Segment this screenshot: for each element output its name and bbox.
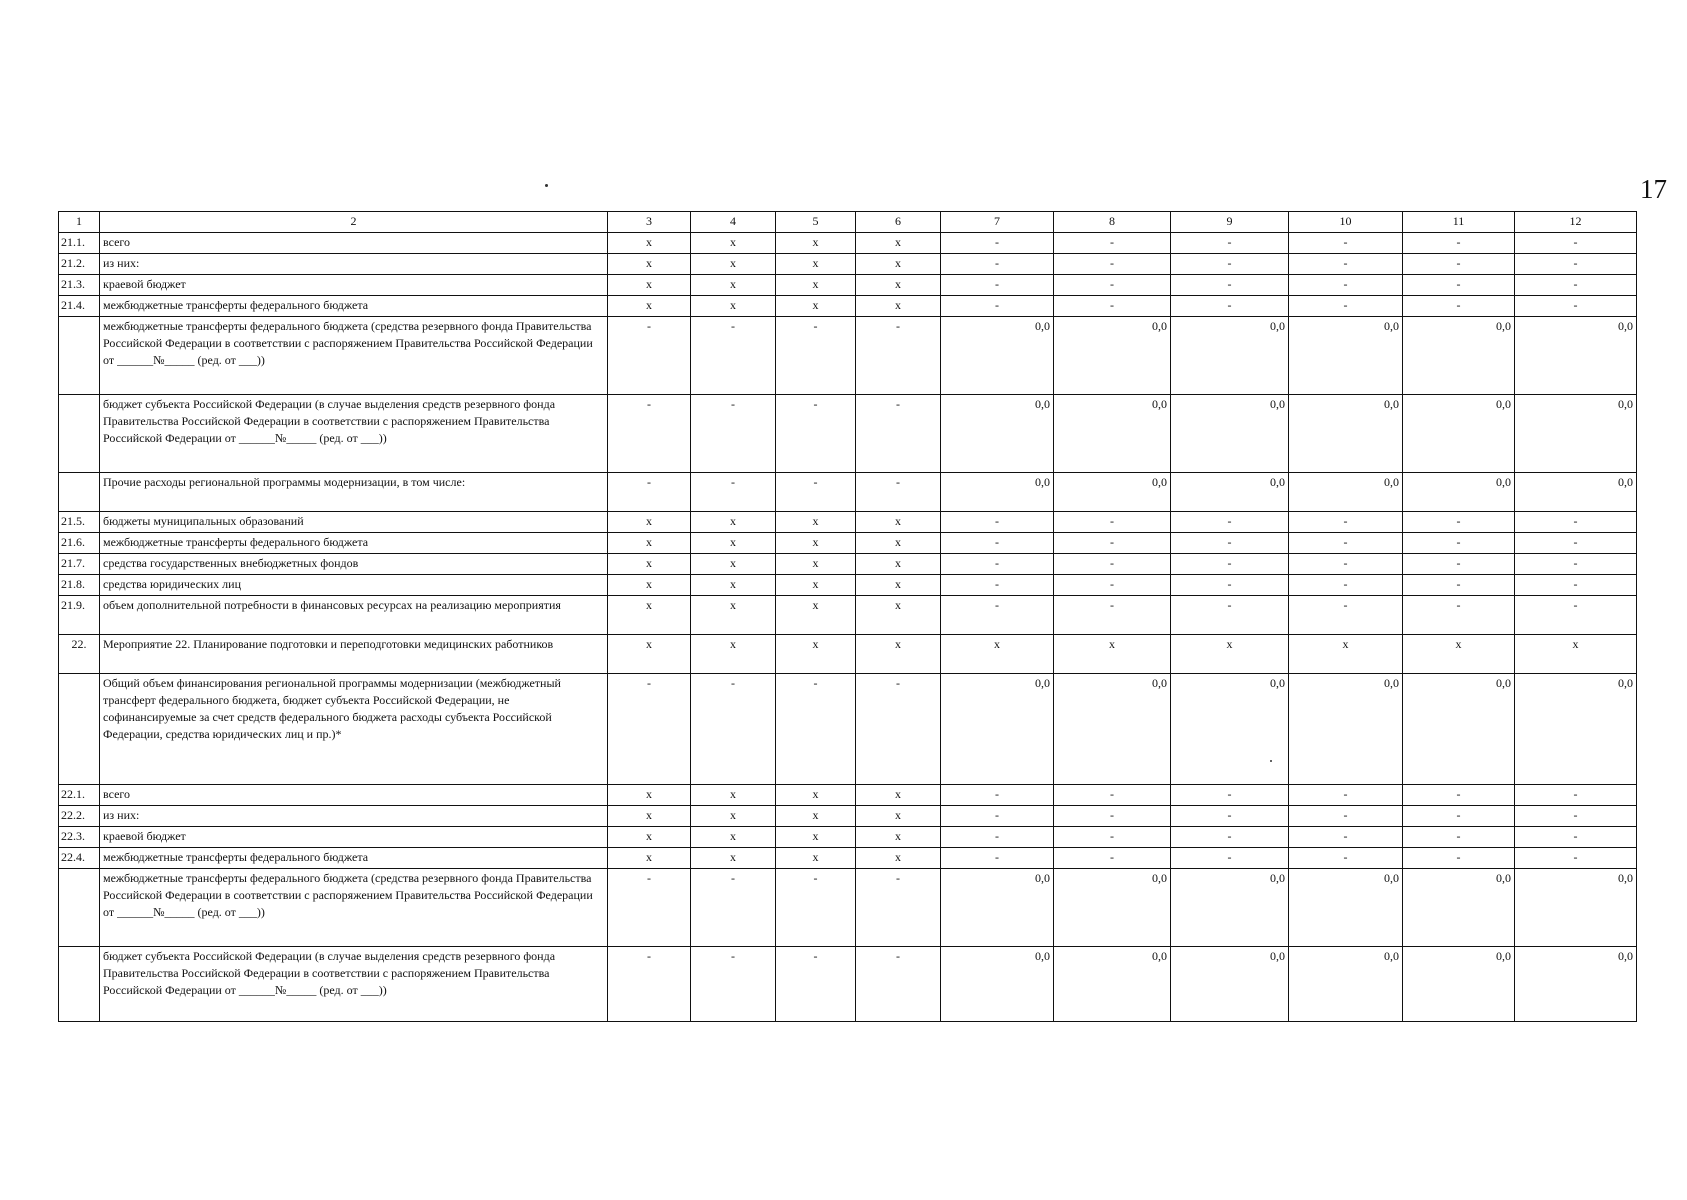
value-cell: 0,0	[1403, 317, 1515, 395]
mark-cell: x	[776, 233, 856, 254]
mark-cell: -	[691, 395, 776, 473]
mark-cell: -	[1403, 512, 1515, 533]
mark-cell: -	[691, 473, 776, 512]
value-cell: 0,0	[1054, 674, 1171, 785]
mark-cell: -	[1515, 575, 1637, 596]
mark-cell: x	[608, 848, 691, 869]
mark-cell: -	[1515, 596, 1637, 635]
value-cell: 0,0	[1054, 317, 1171, 395]
row-number-cell: 22.1.	[59, 785, 100, 806]
mark-cell: x	[776, 806, 856, 827]
mark-cell: x	[856, 554, 941, 575]
mark-cell: -	[776, 947, 856, 1022]
mark-cell: -	[608, 869, 691, 947]
row-number-cell: 21.8.	[59, 575, 100, 596]
value-cell: 0,0	[1403, 947, 1515, 1022]
mark-cell: x	[856, 512, 941, 533]
value-cell: 0,0	[1171, 869, 1289, 947]
mark-cell: -	[1289, 575, 1403, 596]
mark-cell: -	[1171, 233, 1289, 254]
column-number-cell: 7	[941, 212, 1054, 233]
mark-cell: -	[941, 827, 1054, 848]
mark-cell: x	[856, 806, 941, 827]
mark-cell: x	[856, 848, 941, 869]
mark-cell: x	[608, 554, 691, 575]
row-number-cell: 21.2.	[59, 254, 100, 275]
mark-cell: -	[608, 947, 691, 1022]
mark-cell: -	[1171, 848, 1289, 869]
mark-cell: -	[941, 596, 1054, 635]
column-number-cell: 9	[1171, 212, 1289, 233]
column-number-cell: 11	[1403, 212, 1515, 233]
table-row	[59, 512, 1637, 533]
mark-cell: -	[1515, 785, 1637, 806]
mark-cell: -	[1054, 512, 1171, 533]
value-cell: 0,0	[1403, 473, 1515, 512]
mark-cell: -	[941, 785, 1054, 806]
mark-cell: -	[1515, 233, 1637, 254]
row-description-cell: Прочие расходы региональной программы модернизации, в том числе:	[100, 473, 608, 512]
table-row	[59, 275, 1637, 296]
value-cell: 0,0	[941, 674, 1054, 785]
column-number-cell: 3	[608, 212, 691, 233]
row-number-cell: 22.3.	[59, 827, 100, 848]
mark-cell: -	[1289, 296, 1403, 317]
mark-cell: x	[691, 233, 776, 254]
mark-cell: -	[1054, 554, 1171, 575]
column-number-cell: 2	[100, 212, 608, 233]
row-description-cell: бюджет субъекта Российской Федерации (в случае выделения средств резервного фонда Правительства Российской Федерации в соответствии с распоряжением Правительства Российской Федерации от ______№_____ (ред. от ___))	[100, 947, 608, 1022]
mark-cell: x	[776, 848, 856, 869]
mark-cell: x	[691, 827, 776, 848]
mark-cell: x	[856, 275, 941, 296]
mark-cell: -	[1515, 296, 1637, 317]
value-cell: 0,0	[1054, 947, 1171, 1022]
column-number-cell: 8	[1054, 212, 1171, 233]
mark-cell: -	[856, 473, 941, 512]
value-cell: 0,0	[1054, 395, 1171, 473]
row-number-cell: 21.1.	[59, 233, 100, 254]
column-number-cell: 12	[1515, 212, 1637, 233]
mark-cell: -	[1403, 596, 1515, 635]
row-description-cell: всего	[100, 785, 608, 806]
mark-cell: -	[1289, 233, 1403, 254]
row-number-cell: 21.9.	[59, 596, 100, 635]
row-description-cell: средства государственных внебюджетных фондов	[100, 554, 608, 575]
table-row	[59, 533, 1637, 554]
mark-cell: -	[776, 473, 856, 512]
row-description-cell: краевой бюджет	[100, 827, 608, 848]
mark-cell: x	[691, 848, 776, 869]
mark-cell: x	[608, 806, 691, 827]
value-cell: 0,0	[1289, 473, 1403, 512]
mark-cell: -	[1054, 785, 1171, 806]
mark-cell: -	[941, 554, 1054, 575]
mark-cell: x	[856, 635, 941, 674]
mark-cell: -	[1171, 275, 1289, 296]
row-number-cell: 21.6.	[59, 533, 100, 554]
mark-cell: -	[608, 317, 691, 395]
mark-cell: -	[1054, 575, 1171, 596]
value-cell: 0,0	[1515, 395, 1637, 473]
value-cell: 0,0	[1171, 317, 1289, 395]
mark-cell: -	[1403, 806, 1515, 827]
mark-cell: x	[856, 575, 941, 596]
mark-cell: -	[941, 575, 1054, 596]
mark-cell: x	[856, 533, 941, 554]
mark-cell: -	[1054, 296, 1171, 317]
mark-cell: -	[1171, 512, 1289, 533]
mark-cell: -	[856, 947, 941, 1022]
row-description-cell: межбюджетные трансферты федерального бюджета	[100, 533, 608, 554]
mark-cell: -	[1171, 296, 1289, 317]
mark-cell: x	[691, 275, 776, 296]
table-row	[59, 635, 1637, 674]
value-cell: 0,0	[1171, 947, 1289, 1022]
value-cell: 0,0	[1289, 674, 1403, 785]
mark-cell: -	[941, 254, 1054, 275]
table-row	[59, 596, 1637, 635]
mark-cell: -	[691, 317, 776, 395]
mark-cell: x	[776, 827, 856, 848]
table-row	[59, 254, 1637, 275]
table-row	[59, 947, 1637, 1022]
row-number-cell: 21.3.	[59, 275, 100, 296]
column-number-cell: 4	[691, 212, 776, 233]
mark-cell: -	[1171, 596, 1289, 635]
mark-cell: -	[1054, 254, 1171, 275]
mark-cell: -	[1289, 596, 1403, 635]
mark-cell: -	[1289, 533, 1403, 554]
mark-cell: -	[1403, 533, 1515, 554]
mark-cell: -	[776, 869, 856, 947]
table-row	[59, 233, 1637, 254]
mark-cell: -	[941, 275, 1054, 296]
mark-cell: x	[941, 635, 1054, 674]
mark-cell: -	[1515, 827, 1637, 848]
value-cell: 0,0	[1054, 473, 1171, 512]
mark-cell: -	[691, 674, 776, 785]
page-number: 17	[1640, 174, 1667, 204]
mark-cell: -	[1403, 848, 1515, 869]
budget-table	[58, 211, 1637, 1022]
value-cell: 0,0	[941, 395, 1054, 473]
value-cell: 0,0	[1403, 674, 1515, 785]
mark-cell: -	[1515, 533, 1637, 554]
mark-cell: -	[776, 674, 856, 785]
row-description-cell: средства юридических лиц	[100, 575, 608, 596]
row-description-cell: Общий объем финансирования региональной программы модернизации (межбюджетный трансферт федерального бюджета, бюджет субъекта Российской Федерации, не софинансируемые за счет средств федерального бюджета расходы субъекта Российской Федерации, средства юридических лиц и пр.)*	[100, 674, 608, 785]
row-description-cell: всего	[100, 233, 608, 254]
value-cell: 0,0	[941, 947, 1054, 1022]
table-row	[59, 827, 1637, 848]
row-description-cell: бюджет субъекта Российской Федерации (в случае выделения средств резервного фонда Правительства Российской Федерации в соответствии с распоряжением Правительства Российской Федерации от ______№_____ (ред. от ___))	[100, 395, 608, 473]
mark-cell: x	[776, 596, 856, 635]
mark-cell: x	[691, 596, 776, 635]
mark-cell: -	[776, 395, 856, 473]
row-description-cell: из них:	[100, 806, 608, 827]
mark-cell: -	[1171, 785, 1289, 806]
mark-cell: x	[1054, 635, 1171, 674]
mark-cell: -	[1289, 254, 1403, 275]
mark-cell: x	[691, 533, 776, 554]
row-number-cell	[59, 473, 100, 512]
mark-cell: -	[608, 395, 691, 473]
mark-cell: -	[941, 296, 1054, 317]
mark-cell: x	[691, 785, 776, 806]
row-description-cell: межбюджетные трансферты федерального бюджета	[100, 848, 608, 869]
table-row	[59, 869, 1637, 947]
mark-cell: -	[1289, 806, 1403, 827]
column-number-row	[59, 212, 1637, 233]
row-description-cell: межбюджетные трансферты федерального бюджета (средства резервного фонда Правительства Российской Федерации в соответствии с распоряжением Правительства Российской Федерации от ______№_____ (ред. от ___))	[100, 317, 608, 395]
row-description-cell: краевой бюджет	[100, 275, 608, 296]
mark-cell: x	[776, 533, 856, 554]
mark-cell: x	[1171, 635, 1289, 674]
row-number-cell: 21.5.	[59, 512, 100, 533]
mark-cell: x	[691, 575, 776, 596]
mark-cell: -	[1515, 512, 1637, 533]
value-cell: 0,0	[1515, 947, 1637, 1022]
mark-cell: x	[691, 635, 776, 674]
mark-cell: -	[1403, 296, 1515, 317]
mark-cell: x	[776, 512, 856, 533]
mark-cell: x	[608, 827, 691, 848]
row-number-cell	[59, 947, 100, 1022]
table-row	[59, 554, 1637, 575]
mark-cell: -	[941, 512, 1054, 533]
mark-cell: x	[691, 512, 776, 533]
table-row	[59, 296, 1637, 317]
mark-cell: x	[608, 254, 691, 275]
mark-cell: x	[691, 254, 776, 275]
table-row	[59, 674, 1637, 785]
mark-cell: x	[776, 254, 856, 275]
mark-cell: -	[1515, 275, 1637, 296]
mark-cell: -	[1403, 554, 1515, 575]
row-number-cell: 22.4.	[59, 848, 100, 869]
mark-cell: x	[856, 233, 941, 254]
mark-cell: -	[1289, 785, 1403, 806]
mark-cell: -	[1289, 827, 1403, 848]
mark-cell: -	[1054, 533, 1171, 554]
mark-cell: x	[1289, 635, 1403, 674]
row-number-cell: 21.4.	[59, 296, 100, 317]
mark-cell: -	[1403, 575, 1515, 596]
row-description-cell: межбюджетные трансферты федерального бюджета	[100, 296, 608, 317]
mark-cell: -	[1054, 596, 1171, 635]
row-number-cell: 21.7.	[59, 554, 100, 575]
mark-cell: -	[1054, 275, 1171, 296]
column-number-cell: 5	[776, 212, 856, 233]
mark-cell: -	[941, 806, 1054, 827]
mark-cell: x	[856, 254, 941, 275]
row-number-cell: 22.	[59, 635, 100, 674]
mark-cell: x	[776, 554, 856, 575]
mark-cell: x	[608, 512, 691, 533]
mark-cell: -	[1515, 806, 1637, 827]
value-cell: 0,0	[1054, 869, 1171, 947]
mark-cell: -	[941, 233, 1054, 254]
mark-cell: -	[1403, 827, 1515, 848]
mark-cell: -	[691, 947, 776, 1022]
mark-cell: -	[1289, 848, 1403, 869]
table-row	[59, 473, 1637, 512]
value-cell: 0,0	[1403, 395, 1515, 473]
mark-cell: -	[941, 848, 1054, 869]
value-cell: 0,0	[941, 317, 1054, 395]
row-description-cell: Мероприятие 22. Планирование подготовки и переподготовки медицинских работников	[100, 635, 608, 674]
mark-cell: -	[1171, 575, 1289, 596]
value-cell: 0,0	[1171, 674, 1289, 785]
mark-cell: -	[1403, 233, 1515, 254]
row-description-cell: бюджеты муниципальных образований	[100, 512, 608, 533]
mark-cell: x	[608, 785, 691, 806]
row-number-cell	[59, 395, 100, 473]
mark-cell: -	[608, 674, 691, 785]
mark-cell: -	[856, 674, 941, 785]
mark-cell: -	[776, 317, 856, 395]
row-number-cell: 22.2.	[59, 806, 100, 827]
mark-cell: -	[691, 869, 776, 947]
mark-cell: x	[608, 575, 691, 596]
mark-cell: -	[856, 869, 941, 947]
mark-cell: x	[1403, 635, 1515, 674]
mark-cell: -	[941, 533, 1054, 554]
column-number-cell: 10	[1289, 212, 1403, 233]
table-row	[59, 806, 1637, 827]
mark-cell: -	[1403, 275, 1515, 296]
value-cell: 0,0	[1515, 869, 1637, 947]
value-cell: 0,0	[1289, 395, 1403, 473]
mark-cell: -	[1289, 554, 1403, 575]
column-number-cell: 6	[856, 212, 941, 233]
value-cell: 0,0	[1171, 473, 1289, 512]
mark-cell: x	[776, 275, 856, 296]
row-number-cell	[59, 674, 100, 785]
row-description-cell: объем дополнительной потребности в финансовых ресурсах на реализацию мероприятия	[100, 596, 608, 635]
mark-cell: x	[776, 635, 856, 674]
mark-cell: -	[1054, 233, 1171, 254]
mark-cell: -	[1171, 533, 1289, 554]
mark-cell: x	[776, 296, 856, 317]
mark-cell: -	[1289, 512, 1403, 533]
value-cell: 0,0	[1403, 869, 1515, 947]
mark-cell: -	[608, 473, 691, 512]
mark-cell: -	[1515, 554, 1637, 575]
mark-cell: -	[1171, 827, 1289, 848]
mark-cell: -	[1054, 848, 1171, 869]
mark-cell: -	[1054, 806, 1171, 827]
mark-cell: x	[691, 806, 776, 827]
value-cell: 0,0	[941, 473, 1054, 512]
mark-cell: -	[1289, 275, 1403, 296]
value-cell: 0,0	[941, 869, 1054, 947]
table-row	[59, 317, 1637, 395]
row-description-cell: из них:	[100, 254, 608, 275]
mark-cell: x	[776, 785, 856, 806]
mark-cell: x	[856, 827, 941, 848]
mark-cell: x	[608, 275, 691, 296]
mark-cell: -	[1515, 254, 1637, 275]
column-number-cell: 1	[59, 212, 100, 233]
mark-cell: x	[608, 596, 691, 635]
value-cell: 0,0	[1289, 869, 1403, 947]
value-cell: 0,0	[1289, 947, 1403, 1022]
scan-speck	[545, 184, 548, 187]
mark-cell: x	[691, 296, 776, 317]
mark-cell: -	[1171, 806, 1289, 827]
mark-cell: -	[1403, 254, 1515, 275]
row-number-cell	[59, 317, 100, 395]
table-row	[59, 395, 1637, 473]
mark-cell: x	[1515, 635, 1637, 674]
mark-cell: -	[1171, 254, 1289, 275]
mark-cell: x	[608, 296, 691, 317]
mark-cell: -	[856, 317, 941, 395]
table-row	[59, 575, 1637, 596]
table-row	[59, 848, 1637, 869]
mark-cell: x	[608, 533, 691, 554]
mark-cell: x	[856, 785, 941, 806]
table-row	[59, 785, 1637, 806]
mark-cell: -	[856, 395, 941, 473]
value-cell: 0,0	[1171, 395, 1289, 473]
mark-cell: x	[856, 296, 941, 317]
mark-cell: -	[1515, 848, 1637, 869]
mark-cell: -	[1403, 785, 1515, 806]
value-cell: 0,0	[1289, 317, 1403, 395]
row-number-cell	[59, 869, 100, 947]
mark-cell: x	[608, 233, 691, 254]
value-cell: 0,0	[1515, 674, 1637, 785]
value-cell: 0,0	[1515, 317, 1637, 395]
value-cell: 0,0	[1515, 473, 1637, 512]
row-description-cell: межбюджетные трансферты федерального бюджета (средства резервного фонда Правительства Российской Федерации в соответствии с распоряжением Правительства Российской Федерации от ______№_____ (ред. от ___))	[100, 869, 608, 947]
mark-cell: x	[776, 575, 856, 596]
mark-cell: -	[1054, 827, 1171, 848]
mark-cell: x	[691, 554, 776, 575]
mark-cell: -	[1171, 554, 1289, 575]
mark-cell: x	[608, 635, 691, 674]
mark-cell: x	[856, 596, 941, 635]
